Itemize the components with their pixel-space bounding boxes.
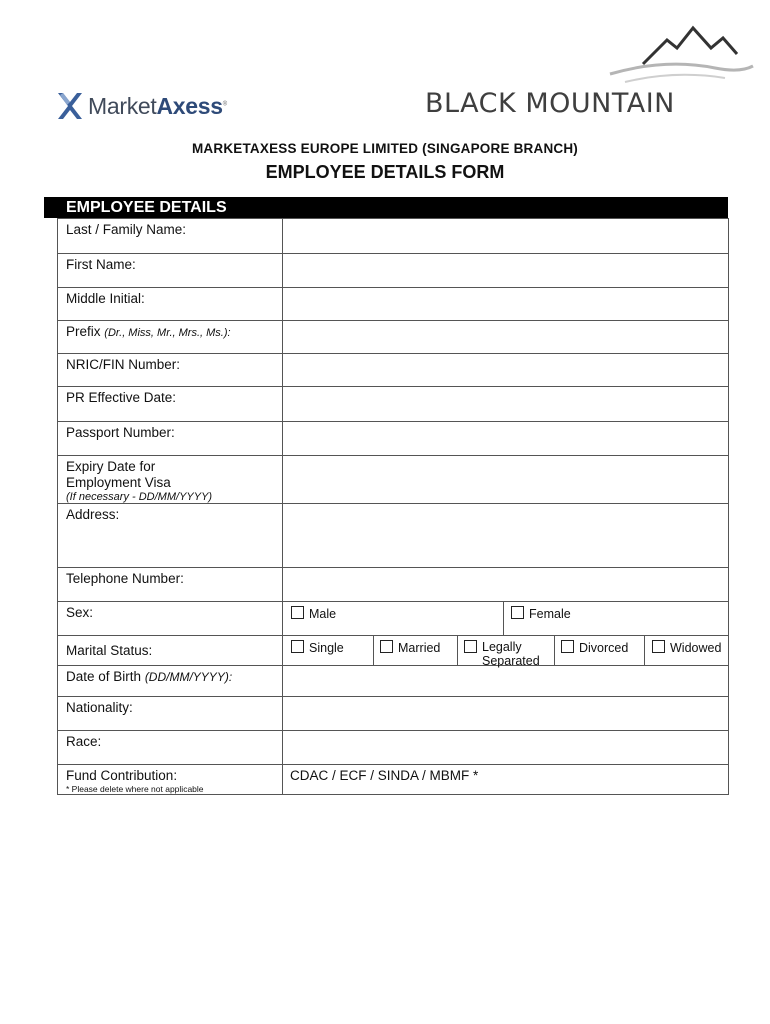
label-nationality: Nationality: (58, 697, 283, 731)
checkbox-divorced[interactable]: Divorced (561, 640, 628, 655)
black-mountain-logo (425, 18, 755, 123)
checkbox-male[interactable]: Male (291, 606, 336, 621)
label-fund: Fund Contribution: * Please delete where not applicable (58, 765, 283, 795)
input-nationality[interactable] (283, 697, 729, 731)
divider (644, 636, 645, 665)
form-row-last-name (58, 219, 729, 254)
label-sex: Sex: (58, 602, 283, 636)
section-header: EMPLOYEE DETAILS (44, 197, 728, 218)
label-last-name: Last / Family Name: (58, 219, 283, 254)
form-row-marital (58, 636, 729, 666)
label-middle-initial: Middle Initial: (58, 288, 283, 321)
form-row-race (58, 731, 729, 765)
form-row-nationality (58, 697, 729, 731)
label-nric: NRIC/FIN Number: (58, 354, 283, 387)
fund-value: CDAC / ECF / SINDA / MBMF * (290, 768, 479, 783)
checkbox-single[interactable]: Single (291, 640, 344, 655)
divider (457, 636, 458, 665)
checkbox-widowed[interactable]: Widowed (652, 640, 721, 655)
checkbox-married[interactable]: Married (380, 640, 440, 655)
employee-details-table (57, 218, 729, 795)
marketaxess-x-icon (56, 91, 84, 121)
form-row-prefix (58, 321, 729, 354)
form-title: EMPLOYEE DETAILS FORM (265, 162, 505, 182)
label-address: Address: (58, 504, 283, 568)
input-pr-date[interactable] (283, 387, 729, 422)
input-first-name[interactable] (283, 254, 729, 288)
label-telephone: Telephone Number: (58, 568, 283, 602)
label-passport: Passport Number: (58, 422, 283, 456)
input-nric[interactable] (283, 354, 729, 387)
form-row-first-name (58, 254, 729, 288)
checkbox-legally-separated[interactable]: Legally Separated (464, 640, 540, 668)
company-title: MARKETAXESS EUROPE LIMITED (SINGAPORE BRANCH) (191, 141, 579, 156)
checkbox-icon (511, 606, 524, 619)
marketaxess-logo (56, 89, 227, 123)
fund-note: * Please delete where not applicable (66, 784, 204, 794)
divider (554, 636, 555, 665)
input-expiry[interactable] (283, 456, 729, 504)
input-telephone[interactable] (283, 568, 729, 602)
input-last-name[interactable] (283, 219, 729, 254)
input-dob[interactable] (283, 666, 729, 697)
form-row-fund (58, 765, 729, 795)
input-address[interactable] (283, 504, 729, 568)
marketaxess-wordmark: MarketAxess® (88, 92, 227, 119)
input-middle-initial[interactable] (283, 288, 729, 321)
checkbox-icon (291, 606, 304, 619)
label-race: Race: (58, 731, 283, 765)
checkbox-icon (380, 640, 393, 653)
form-row-sex (58, 602, 729, 636)
form-row-address (58, 504, 729, 568)
checkbox-icon (464, 640, 477, 653)
label-first-name: First Name: (58, 254, 283, 288)
checkbox-female[interactable]: Female (511, 606, 571, 621)
label-expiry: Expiry Date for Employment Visa (If necessary - DD/MM/YYYY) (58, 456, 283, 504)
form-row-pr-date (58, 387, 729, 422)
input-prefix[interactable] (283, 321, 729, 354)
form-row-passport (58, 422, 729, 456)
input-race[interactable] (283, 731, 729, 765)
sex-options (283, 602, 729, 636)
mountain-icon (605, 18, 755, 90)
marital-options (283, 636, 729, 666)
divider (503, 602, 504, 635)
label-marital: Marital Status: (58, 636, 283, 666)
form-row-expiry (58, 456, 729, 504)
checkbox-icon (561, 640, 574, 653)
checkbox-icon (291, 640, 304, 653)
label-dob: Date of Birth (DD/MM/YYYY): (58, 666, 283, 697)
black-mountain-wordmark: BLACK MOUNTAIN (425, 88, 675, 119)
form-row-nric (58, 354, 729, 387)
checkbox-icon (652, 640, 665, 653)
divider (373, 636, 374, 665)
label-pr-date: PR Effective Date: (58, 387, 283, 422)
input-passport[interactable] (283, 422, 729, 456)
form-row-telephone (58, 568, 729, 602)
form-row-dob (58, 666, 729, 697)
input-fund[interactable] (283, 765, 729, 795)
form-row-middle-initial (58, 288, 729, 321)
label-prefix: Prefix (Dr., Miss, Mr., Mrs., Ms.): (58, 321, 283, 354)
